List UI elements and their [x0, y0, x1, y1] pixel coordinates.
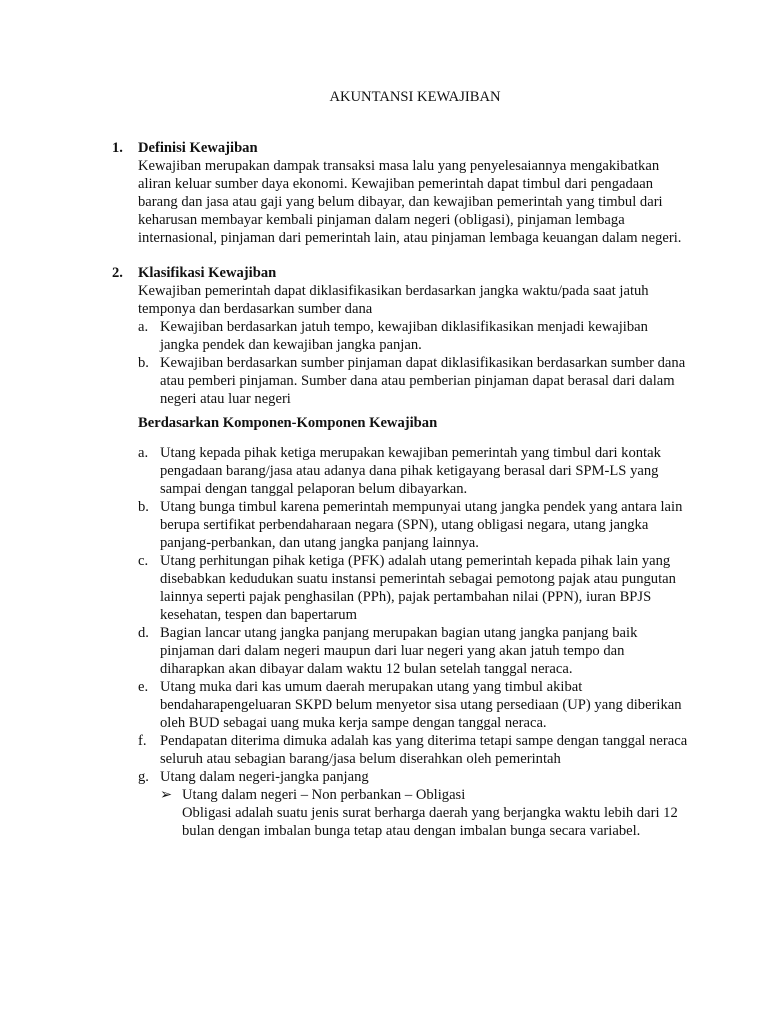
list-item-text: Utang bunga timbul karena pemerintah mempunyai utang jangka pendek yang antara lain berupa sertifikat perbendaharaan negara (SPN), utang obligasi negara, utang jangka panjang-perbankan, dan utang jangka panjang lainnya. [160, 499, 683, 551]
section-heading: Definisi Kewajiban [138, 140, 258, 156]
list-marker: f. [138, 733, 147, 749]
section-definisi [112, 139, 688, 247]
list-item [138, 354, 688, 408]
list-marker: a. [138, 445, 149, 461]
components-list [138, 444, 688, 786]
section-number: 2. [112, 265, 123, 281]
arrow-bullet-icon: ➢ [160, 787, 173, 803]
list-item [138, 318, 688, 354]
list-marker: b. [138, 499, 149, 515]
classification-list [138, 318, 688, 408]
list-item-text: Utang dalam negeri-jangka panjang [160, 769, 369, 785]
list-item [138, 552, 688, 624]
document-title: AKUNTANSI KEWAJIBAN [329, 89, 501, 105]
section-intro: Kewajiban pemerintah dapat diklasifikasikan berdasarkan jangka waktu/pada saat jatuh temponya dan berdasarkan sumber dana [138, 283, 649, 317]
list-item [138, 624, 688, 678]
list-item-text: Utang perhitungan pihak ketiga (PFK) adalah utang pemerintah kepada pihak lain yang disebabkan kedudukan suatu instansi pemerintah sebagai pemotong pajak atau pungutan lainnya seperti pajak penghasilan (PPh), pajak pertambahan nilai (PPN), iuran BPJS kesehatan, tespen dan bapertarum [160, 553, 676, 623]
section-body: Kewajiban merupakan dampak transaksi masa lalu yang penyelesaiannya mengakibatkan aliran keluar sumber daya ekonomi. Kewajiban pemerintah dapat timbul dari pengadaan barang dan jasa atau gaji yang belum dibayar, dan kewajiban pemerintah yang timbul dari keharusan membayar kembali pinjaman dalam negeri (obligasi), pinjaman lembaga internasional, pinjaman dari pemerintah lain, atau pinjaman lembaga keuangan dalam negeri. [138, 158, 682, 246]
components-subheading: Berdasarkan Komponen-Komponen Kewajiban [138, 415, 438, 431]
list-item-text: Pendapatan diterima dimuka adalah kas yang diterima tetapi sampe dengan tanggal neraca seluruh atau sebagian barang/jasa belum diserahkan oleh pemerintah [160, 733, 688, 767]
section-heading: Klasifikasi Kewajiban [138, 265, 277, 281]
list-item-text: Utang muka dari kas umum daerah merupakan utang yang timbul akibat bendaharapengeluaran SKPD belum menyetor sisa utang persediaan (UP) yang diberikan oleh BUD sebagai uang muka kerja sampe dengan tanggal neraca. [160, 679, 682, 731]
list-marker: d. [138, 625, 149, 641]
list-marker: b. [138, 355, 149, 371]
arrow-item-body: Obligasi adalah suatu jenis surat berharga daerah yang berjangka waktu lebih dari 12 bulan dengan imbalan bunga tetap atau dengan imbalan bunga secara variabel. [182, 805, 678, 839]
list-marker: e. [138, 679, 149, 695]
list-item-text: Kewajiban berdasarkan jatuh tempo, kewajiban diklasifikasikan menjadi kewajiban jangka pendek dan kewajiban jangka panjan. [160, 319, 648, 353]
list-item [138, 732, 688, 768]
section-number: 1. [112, 140, 123, 156]
list-item-text: Kewajiban berdasarkan sumber pinjaman dapat diklasifikasikan berdasarkan sumber dana atau pemberi pinjaman. Sumber dana atau pemberian pinjaman dapat berasal dari dalam negeri atau luar negeri [160, 355, 686, 407]
list-item [138, 498, 688, 552]
list-item-text: Bagian lancar utang jangka panjang merupakan bagian utang jangka panjang baik pinjaman dari dalam negeri maupun dari luar negeri yang akan jatuh tempo dan diharapkan akan dibayar dalam waktu 12 bulan setelah tanggal neraca. [160, 625, 638, 677]
list-item [138, 678, 688, 732]
section-klasifikasi [112, 264, 688, 840]
arrow-item-title: Utang dalam negeri – Non perbankan – Obligasi [182, 787, 466, 803]
list-item [138, 768, 688, 786]
list-marker: c. [138, 553, 149, 569]
list-item [138, 444, 688, 498]
list-item-text: Utang kepada pihak ketiga merupakan kewajiban pemerintah yang timbul dari kontak pengadaan barang/jasa atau adanya dana pihak ketigayang berasal dari SPM-LS yang sampai dengan tanggal pelaporan belum dibayarkan. [160, 445, 661, 497]
arrow-bullet-item [160, 786, 688, 840]
list-marker: a. [138, 319, 149, 335]
list-marker: g. [138, 769, 149, 785]
